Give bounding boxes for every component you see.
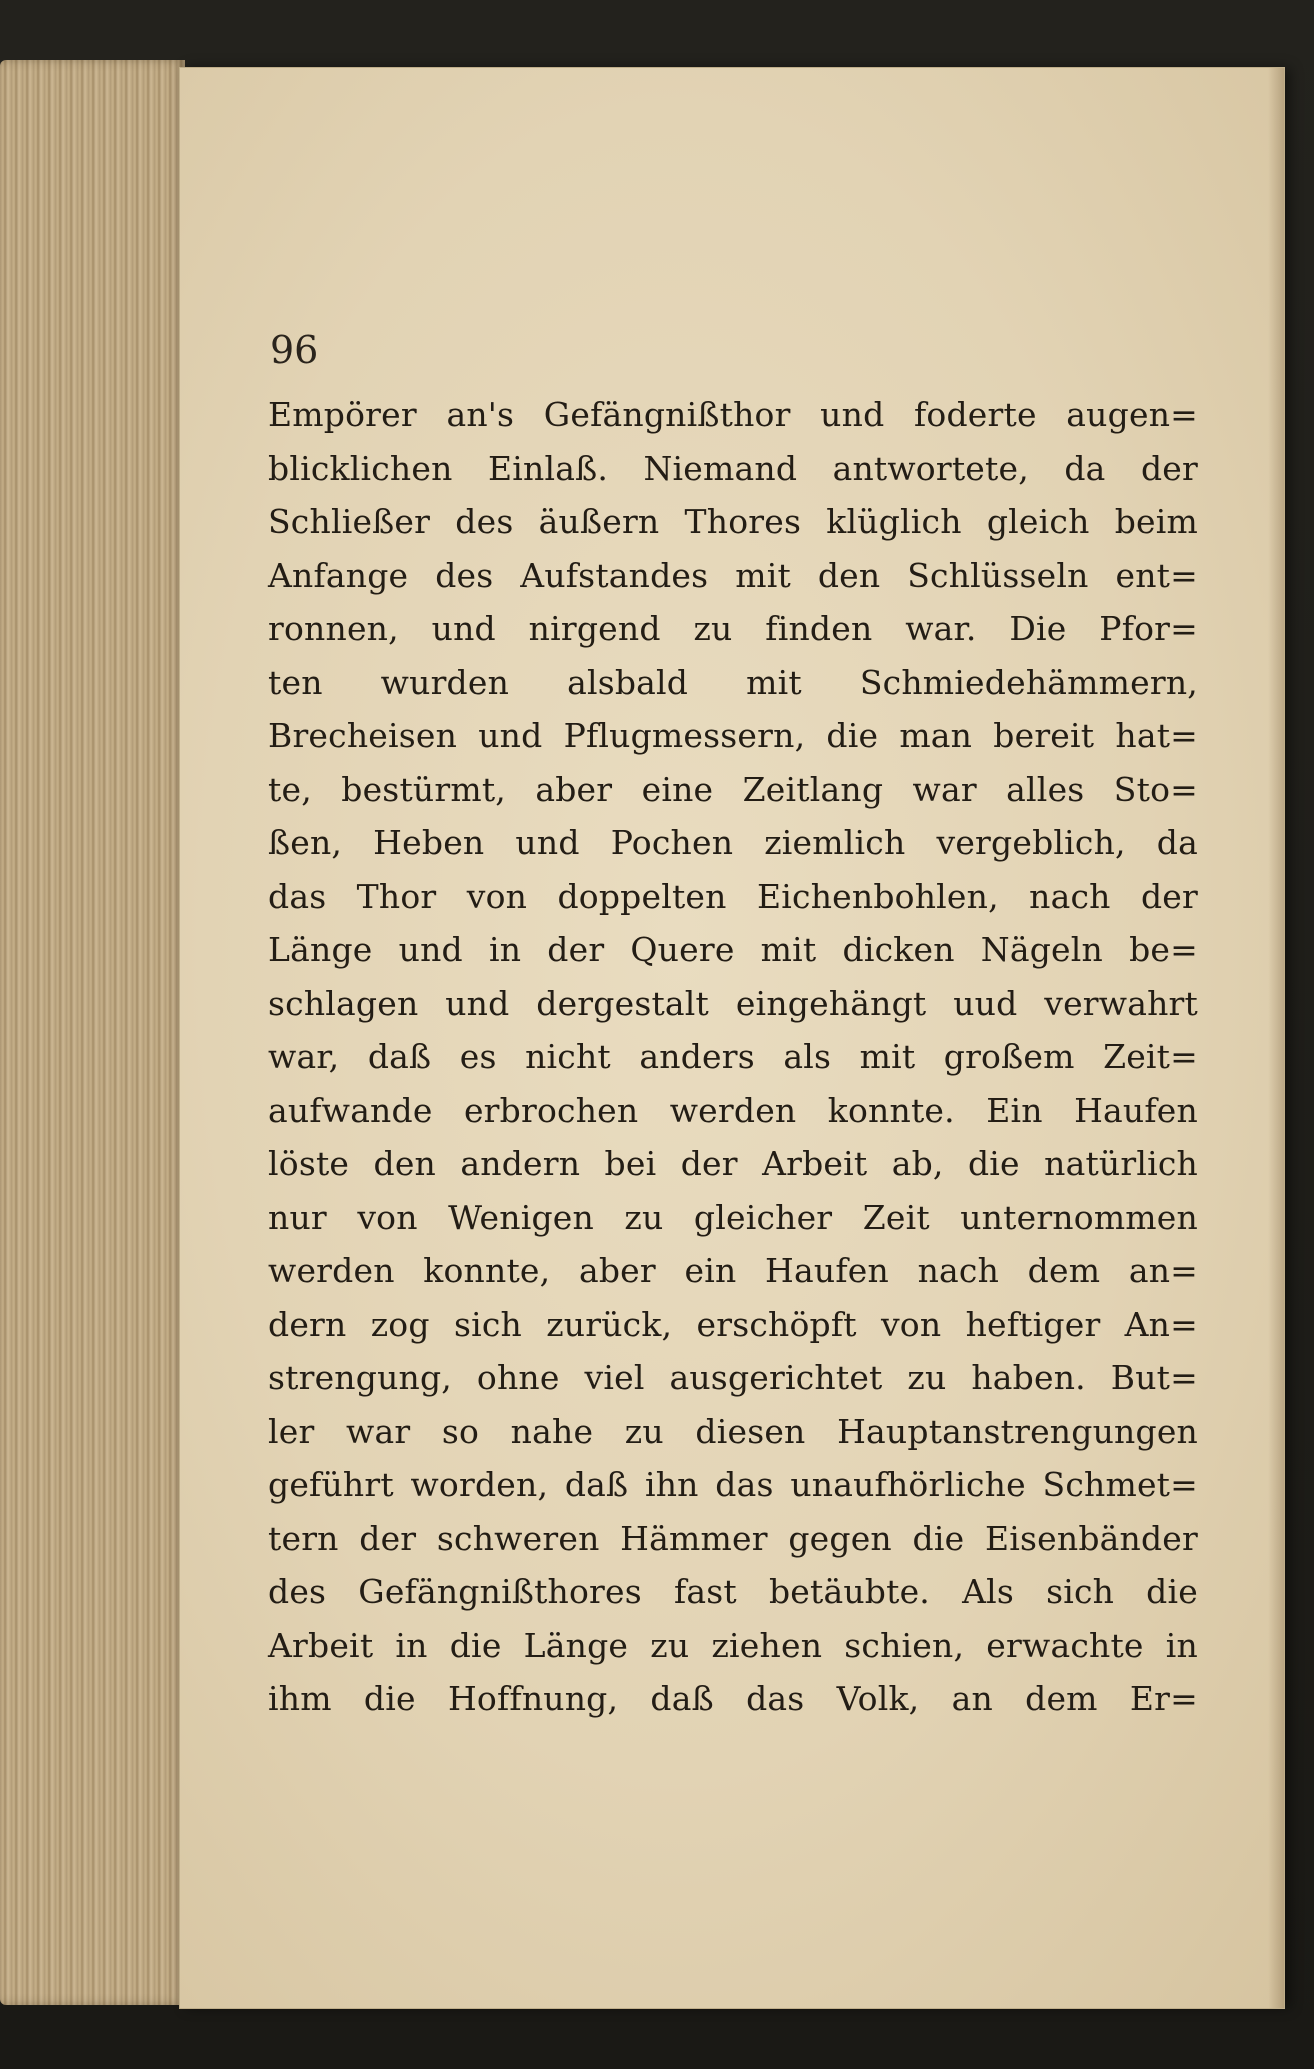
text-line: das Thor von doppelten Eichenbohlen, nach der bbox=[268, 876, 1198, 916]
text-line: te, bestürmt, aber eine Zeitlang war alles Sto= bbox=[268, 769, 1198, 809]
text-line: Brecheisen und Pflugmessern, die man bereit hat= bbox=[268, 716, 1198, 755]
book-page bbox=[180, 68, 1284, 2008]
text-line: ler war so nahe zu diesen Hauptanstrengungen bbox=[268, 1411, 1198, 1451]
text-line: dern zog sich zurück, erschöpft von heftiger An= bbox=[268, 1304, 1198, 1344]
text-line: blicklichen Einlaß. Niemand antwortete, da der bbox=[268, 448, 1198, 488]
text-line: strengung, ohne viel ausgerichtet zu haben. But= bbox=[268, 1358, 1198, 1397]
text-line: Schließer des äußern Thores klüglich gleich beim bbox=[268, 502, 1198, 541]
text-line: löste den andern bei der Arbeit ab, die natürlich bbox=[268, 1144, 1198, 1183]
text-line: Empörer an's Gefängnißthor und foderte augen= bbox=[268, 395, 1198, 434]
text-line: nur von Wenigen zu gleicher Zeit unternommen bbox=[268, 1197, 1198, 1237]
body-text bbox=[268, 388, 1198, 1726]
text-line: werden konnte, aber ein Haufen nach dem an= bbox=[268, 1251, 1198, 1290]
text-line: war, daß es nicht anders als mit großem Zeit= bbox=[268, 1037, 1198, 1076]
text-line: ihm die Hoffnung, daß das Volk, an dem Er= bbox=[268, 1679, 1198, 1718]
text-line: ten wurden alsbald mit Schmiedehämmern, bbox=[268, 662, 1198, 702]
text-line: Anfange des Aufstandes mit den Schlüsseln ent= bbox=[268, 555, 1198, 595]
page-number: 96 bbox=[270, 328, 319, 372]
text-line: Länge und in der Quere mit dicken Nägeln be= bbox=[268, 930, 1198, 969]
text-line: ßen, Heben und Pochen ziemlich vergeblich, da bbox=[268, 823, 1198, 862]
text-line: Arbeit in die Länge zu ziehen schien, erwachte in bbox=[268, 1625, 1198, 1665]
page-gutter-shadow bbox=[1268, 68, 1284, 2008]
text-line: schlagen und dergestalt eingehängt uud verwahrt bbox=[268, 983, 1198, 1023]
text-line: ronnen, und nirgend zu finden war. Die Pfor= bbox=[268, 609, 1198, 648]
text-line: des Gefängnißthores fast betäubte. Als sich die bbox=[268, 1572, 1198, 1611]
text-line: aufwande erbrochen werden konnte. Ein Haufen bbox=[268, 1090, 1198, 1130]
text-line: geführt worden, daß ihn das unaufhörliche Schmet= bbox=[268, 1465, 1198, 1504]
text-line: tern der schweren Hämmer gegen die Eisenbänder bbox=[268, 1518, 1198, 1558]
page-stack-edge bbox=[0, 60, 185, 2005]
